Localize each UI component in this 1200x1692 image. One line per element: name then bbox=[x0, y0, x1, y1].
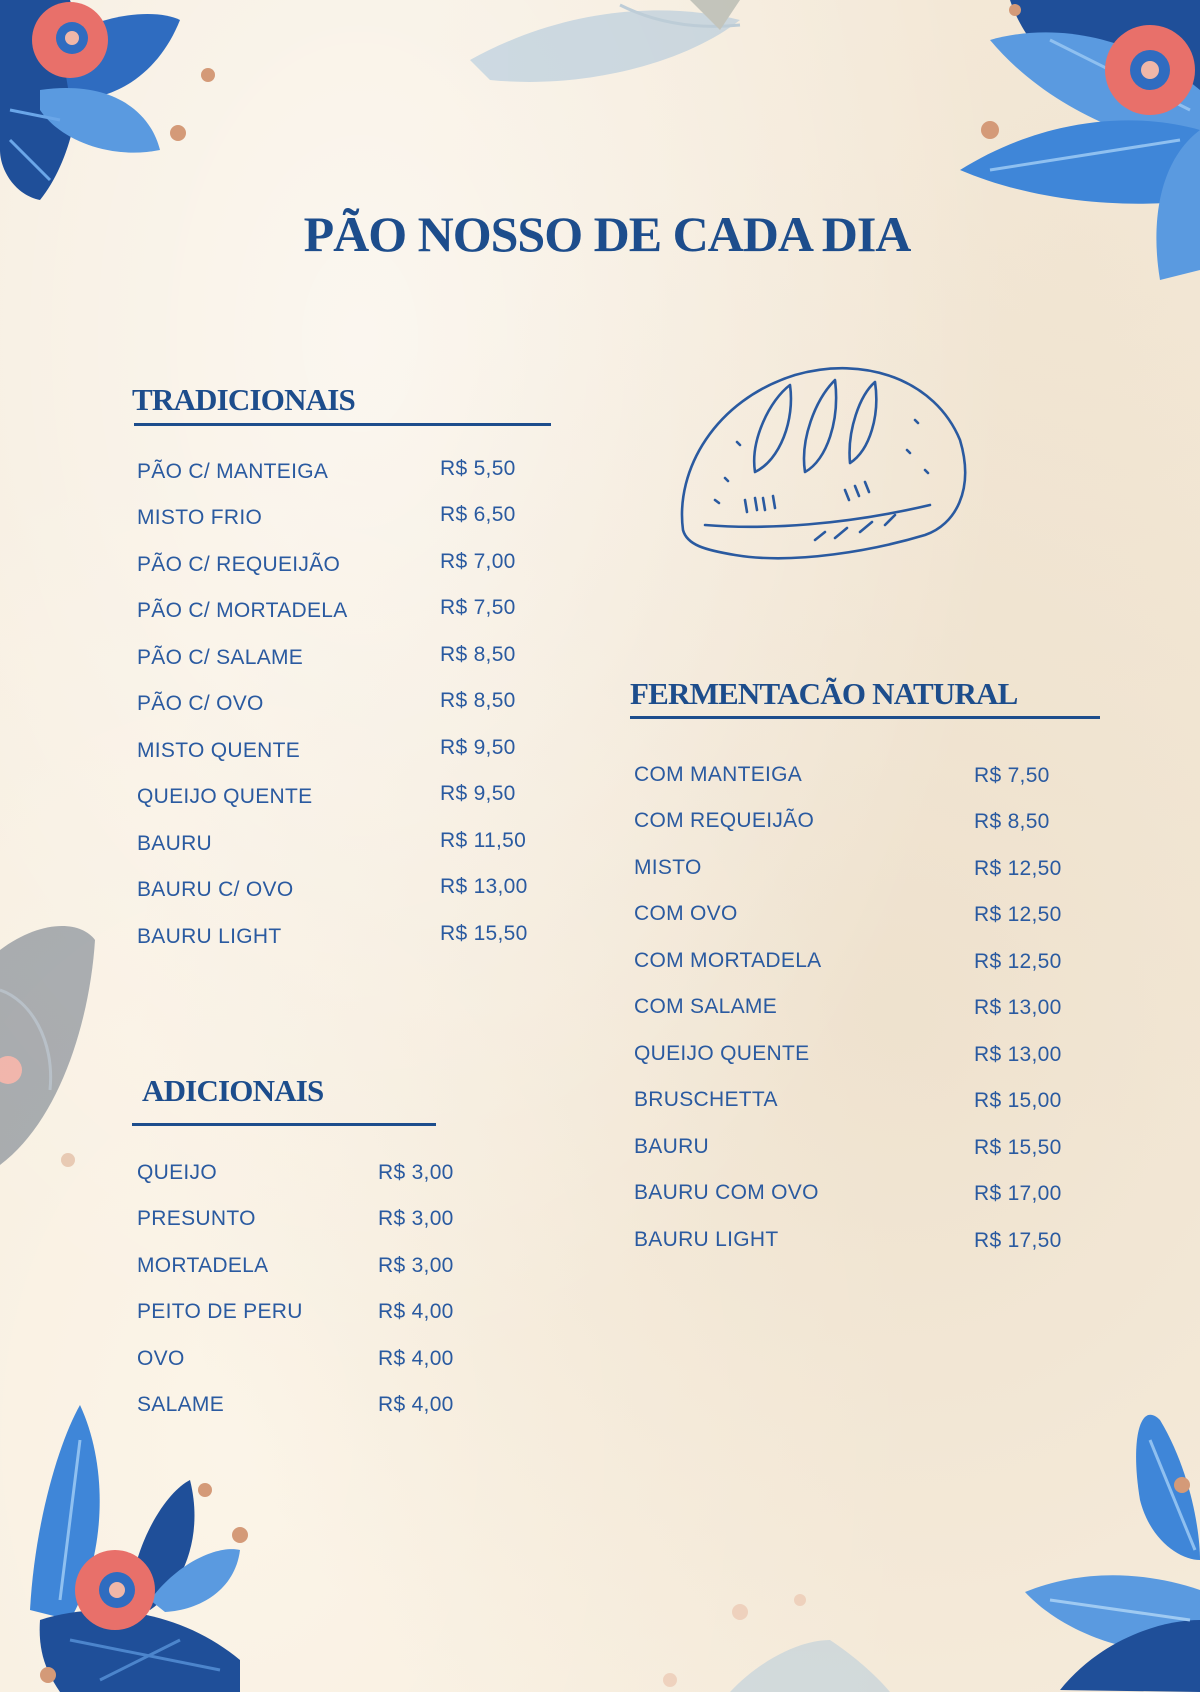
item-name: COM MORTADELA bbox=[634, 949, 822, 972]
item-name: PRESUNTO bbox=[137, 1207, 256, 1230]
item-price: R$ 13,00 bbox=[974, 996, 1062, 1019]
item-name: QUEIJO QUENTE bbox=[137, 785, 313, 808]
mid-left-leaf-icon bbox=[0, 926, 95, 1167]
item-name: COM REQUEIJÃO bbox=[634, 809, 815, 832]
item-name: QUEIJO QUENTE bbox=[634, 1042, 810, 1065]
section-title-adicionais: ADICIONAIS bbox=[142, 1073, 324, 1108]
bottom-center-leaf-icon bbox=[663, 1594, 890, 1692]
item-price: R$ 8,50 bbox=[440, 643, 516, 666]
item-price: R$ 13,00 bbox=[974, 1043, 1062, 1066]
section-rule bbox=[630, 716, 1100, 719]
item-name: PÃO C/ REQUEIJÃO bbox=[137, 553, 341, 576]
item-price: R$ 8,50 bbox=[440, 689, 516, 712]
item-price: R$ 4,00 bbox=[378, 1393, 454, 1416]
item-name: MISTO QUENTE bbox=[137, 739, 301, 762]
item-name: MISTO bbox=[634, 856, 702, 879]
item-name: BAURU bbox=[137, 832, 213, 855]
item-name: PEITO DE PERU bbox=[137, 1300, 303, 1323]
item-name: BAURU bbox=[634, 1135, 710, 1158]
item-price: R$ 6,50 bbox=[440, 503, 516, 526]
bread-loaf-icon bbox=[675, 360, 975, 570]
section-title-tradicionais: TRADICIONAIS bbox=[132, 382, 355, 417]
item-price: R$ 15,00 bbox=[974, 1089, 1062, 1112]
item-name: PÃO C/ OVO bbox=[137, 692, 264, 715]
item-price: R$ 17,00 bbox=[974, 1182, 1062, 1205]
item-price: R$ 3,00 bbox=[378, 1207, 454, 1230]
item-name: BRUSCHETTA bbox=[634, 1088, 778, 1111]
item-price: R$ 12,50 bbox=[974, 950, 1062, 973]
item-price: R$ 15,50 bbox=[974, 1136, 1062, 1159]
item-name: BAURU LIGHT bbox=[137, 925, 282, 948]
item-price: R$ 5,50 bbox=[440, 457, 516, 480]
top-left-leaf-flower-icon bbox=[0, 0, 215, 200]
item-price: R$ 8,50 bbox=[974, 810, 1050, 833]
item-name: PÃO C/ MANTEIGA bbox=[137, 460, 329, 483]
item-name: SALAME bbox=[137, 1393, 224, 1416]
item-price: R$ 7,50 bbox=[440, 596, 516, 619]
item-name: COM MANTEIGA bbox=[634, 763, 803, 786]
item-price: R$ 12,50 bbox=[974, 903, 1062, 926]
item-name: QUEIJO bbox=[137, 1161, 217, 1184]
item-name: BAURU LIGHT bbox=[634, 1228, 779, 1251]
bottom-left-leaf-flower-icon bbox=[30, 1405, 248, 1692]
item-name: MORTADELA bbox=[137, 1254, 269, 1277]
item-price: R$ 17,50 bbox=[974, 1229, 1062, 1252]
item-price: R$ 11,50 bbox=[440, 829, 527, 852]
section-rule bbox=[132, 1123, 436, 1126]
item-price: R$ 4,00 bbox=[378, 1347, 454, 1370]
item-price: R$ 4,00 bbox=[378, 1300, 454, 1323]
item-price: R$ 15,50 bbox=[440, 922, 528, 945]
item-name: BAURU COM OVO bbox=[634, 1181, 819, 1204]
item-price: R$ 9,50 bbox=[440, 782, 516, 805]
item-name: PÃO C/ MORTADELA bbox=[137, 599, 348, 622]
item-price: R$ 7,00 bbox=[440, 550, 516, 573]
item-name: COM OVO bbox=[634, 902, 738, 925]
item-name: BAURU C/ OVO bbox=[137, 878, 294, 901]
item-name: PÃO C/ SALAME bbox=[137, 646, 304, 669]
item-name: OVO bbox=[137, 1347, 185, 1370]
section-rule bbox=[134, 423, 551, 426]
item-price: R$ 9,50 bbox=[440, 736, 516, 759]
item-price: R$ 13,00 bbox=[440, 875, 528, 898]
bottom-right-leaf-icon bbox=[1025, 1415, 1200, 1692]
item-name: COM SALAME bbox=[634, 995, 778, 1018]
item-price: R$ 12,50 bbox=[974, 857, 1062, 880]
item-name: MISTO FRIO bbox=[137, 506, 263, 529]
item-price: R$ 3,00 bbox=[378, 1254, 454, 1277]
top-center-leaf-icon bbox=[470, 0, 740, 82]
section-title-fermentacao-natural: FERMENTACÃO NATURAL bbox=[630, 676, 1018, 711]
item-price: R$ 7,50 bbox=[974, 764, 1050, 787]
item-price: R$ 3,00 bbox=[378, 1161, 454, 1184]
menu-title: PÃO NOSSO DE CADA DIA bbox=[303, 206, 911, 262]
